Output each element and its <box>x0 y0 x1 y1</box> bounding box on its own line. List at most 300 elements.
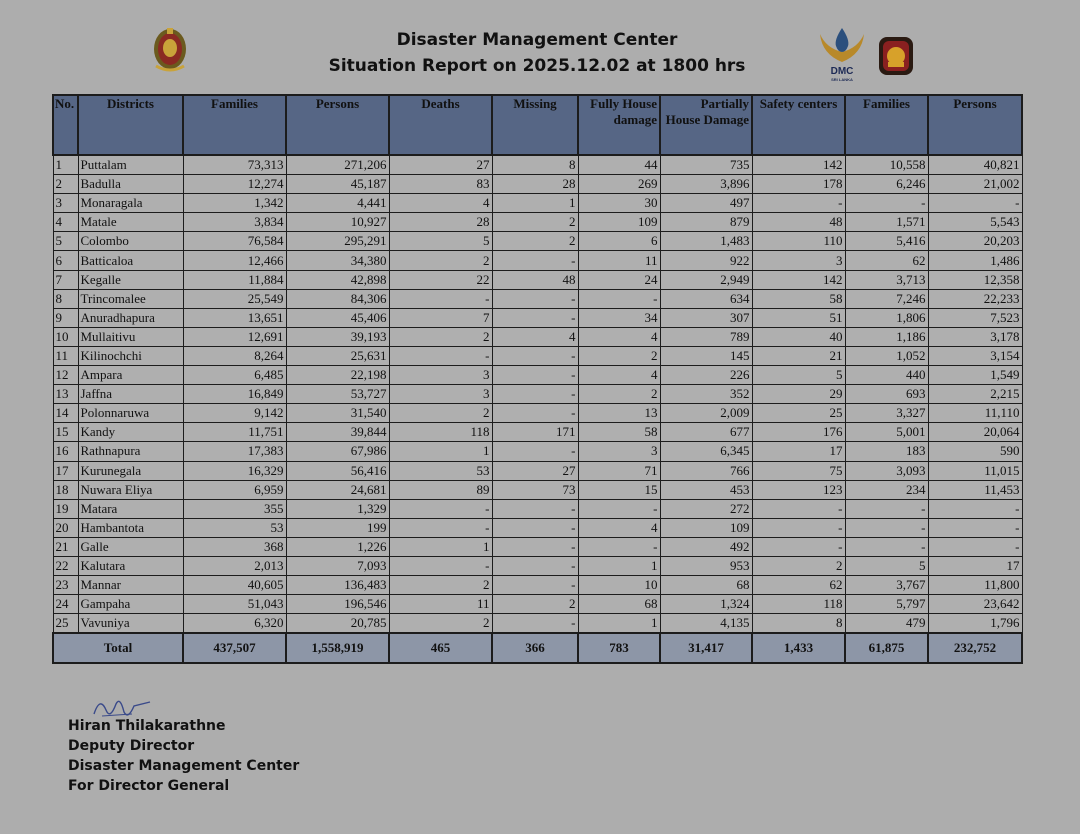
row-persons: 53,727 <box>286 385 389 404</box>
row-deaths: - <box>389 346 492 365</box>
row-district: Ampara <box>78 366 183 385</box>
row-safety-centers: - <box>752 194 845 213</box>
row-deaths: 27 <box>389 155 492 175</box>
row-families: 6,959 <box>183 480 286 499</box>
row-families: 6,320 <box>183 614 286 634</box>
row-centre-families: 5 <box>845 556 928 575</box>
situation-report-table <box>52 94 1023 664</box>
row-partially-house-damage: 226 <box>660 366 752 385</box>
row-centre-persons: 590 <box>928 442 1022 461</box>
col-header-safety-centers: Safety centers <box>752 95 845 155</box>
row-safety-centers: - <box>752 499 845 518</box>
row-families: 2,013 <box>183 556 286 575</box>
row-families: 16,849 <box>183 385 286 404</box>
row-partially-house-damage: 109 <box>660 518 752 537</box>
row-missing: 73 <box>492 480 578 499</box>
row-centre-persons: - <box>928 194 1022 213</box>
row-missing: 2 <box>492 595 578 614</box>
row-safety-centers: 51 <box>752 308 845 327</box>
row-no: 2 <box>53 175 78 194</box>
row-persons: 84,306 <box>286 289 389 308</box>
row-fully-house-damage: 10 <box>578 576 660 595</box>
table-row <box>53 327 1022 346</box>
total-deaths: 465 <box>389 633 492 663</box>
row-fully-house-damage: 6 <box>578 232 660 251</box>
row-deaths: 2 <box>389 404 492 423</box>
row-deaths: 3 <box>389 366 492 385</box>
row-safety-centers: 5 <box>752 366 845 385</box>
row-centre-persons: 5,543 <box>928 213 1022 232</box>
row-deaths: 28 <box>389 213 492 232</box>
row-deaths: - <box>389 499 492 518</box>
row-no: 18 <box>53 480 78 499</box>
col-header-fully-house-damage: Fully House damage <box>578 95 660 155</box>
row-partially-house-damage: 789 <box>660 327 752 346</box>
row-missing: - <box>492 308 578 327</box>
row-missing: - <box>492 614 578 634</box>
report-subtitle: Situation Report on 2025.12.02 at 1800 hrs <box>328 56 746 76</box>
row-missing: - <box>492 385 578 404</box>
row-deaths: 1 <box>389 537 492 556</box>
row-safety-centers: 40 <box>752 327 845 346</box>
total-centre-families: 61,875 <box>845 633 928 663</box>
row-missing: 2 <box>492 213 578 232</box>
row-partially-house-damage: 497 <box>660 194 752 213</box>
table-row <box>53 518 1022 537</box>
row-families: 53 <box>183 518 286 537</box>
row-persons: 1,226 <box>286 537 389 556</box>
row-fully-house-damage: 4 <box>578 366 660 385</box>
row-no: 24 <box>53 595 78 614</box>
row-partially-house-damage: 634 <box>660 289 752 308</box>
row-missing: 8 <box>492 155 578 175</box>
row-persons: 34,380 <box>286 251 389 270</box>
row-no: 19 <box>53 499 78 518</box>
row-centre-persons: 21,002 <box>928 175 1022 194</box>
row-deaths: 2 <box>389 251 492 270</box>
row-no: 14 <box>53 404 78 423</box>
col-header-districts: Districts <box>78 95 183 155</box>
row-deaths: 22 <box>389 270 492 289</box>
row-centre-persons: 3,178 <box>928 327 1022 346</box>
total-safety-centers: 1,433 <box>752 633 845 663</box>
row-centre-persons: 40,821 <box>928 155 1022 175</box>
row-district: Nuwara Eliya <box>78 480 183 499</box>
row-centre-persons: - <box>928 499 1022 518</box>
row-persons: 45,406 <box>286 308 389 327</box>
total-partially-house-damage: 31,417 <box>660 633 752 663</box>
row-persons: 10,927 <box>286 213 389 232</box>
row-centre-families: - <box>845 194 928 213</box>
row-no: 15 <box>53 423 78 442</box>
row-missing: - <box>492 251 578 270</box>
row-families: 73,313 <box>183 155 286 175</box>
row-safety-centers: 178 <box>752 175 845 194</box>
row-persons: 45,187 <box>286 175 389 194</box>
row-no: 12 <box>53 366 78 385</box>
row-families: 51,043 <box>183 595 286 614</box>
row-district: Batticaloa <box>78 251 183 270</box>
row-no: 8 <box>53 289 78 308</box>
row-families: 3,834 <box>183 213 286 232</box>
row-district: Monaragala <box>78 194 183 213</box>
row-persons: 39,193 <box>286 327 389 346</box>
table-row <box>53 366 1022 385</box>
row-centre-persons: 17 <box>928 556 1022 575</box>
row-centre-families: 62 <box>845 251 928 270</box>
row-persons: 67,986 <box>286 442 389 461</box>
total-centre-persons: 232,752 <box>928 633 1022 663</box>
col-header-missing: Missing <box>492 95 578 155</box>
row-partially-house-damage: 68 <box>660 576 752 595</box>
row-deaths: 11 <box>389 595 492 614</box>
row-no: 21 <box>53 537 78 556</box>
col-header-persons: Persons <box>286 95 389 155</box>
row-fully-house-damage: 1 <box>578 556 660 575</box>
row-missing: - <box>492 366 578 385</box>
row-partially-house-damage: 492 <box>660 537 752 556</box>
row-centre-persons: 20,203 <box>928 232 1022 251</box>
report-title-block <box>300 28 774 80</box>
row-district: Badulla <box>78 175 183 194</box>
row-deaths: - <box>389 518 492 537</box>
total-families: 437,507 <box>183 633 286 663</box>
row-fully-house-damage: 4 <box>578 327 660 346</box>
col-header-no: No. <box>53 95 78 155</box>
sri-lanka-emblem-icon <box>150 24 190 72</box>
row-persons: 39,844 <box>286 423 389 442</box>
row-missing: - <box>492 346 578 365</box>
col-header-partially-house-damage: Partially House Damage <box>660 95 752 155</box>
signatory-name: Hiran Thilakarathne <box>68 718 226 734</box>
row-centre-families: - <box>845 537 928 556</box>
row-partially-house-damage: 453 <box>660 480 752 499</box>
row-persons: 24,681 <box>286 480 389 499</box>
row-fully-house-damage: 24 <box>578 270 660 289</box>
row-centre-families: - <box>845 499 928 518</box>
row-centre-persons: 11,110 <box>928 404 1022 423</box>
row-deaths: 2 <box>389 327 492 346</box>
row-partially-house-damage: 677 <box>660 423 752 442</box>
total-label: Total <box>53 633 183 663</box>
row-centre-families: 5,001 <box>845 423 928 442</box>
row-deaths: 1 <box>389 442 492 461</box>
row-fully-house-damage: 15 <box>578 480 660 499</box>
row-deaths: - <box>389 556 492 575</box>
row-persons: 42,898 <box>286 270 389 289</box>
table-row <box>53 480 1022 499</box>
dmc-logo-text: DMC <box>830 66 854 77</box>
row-centre-persons: 7,523 <box>928 308 1022 327</box>
row-centre-families: 440 <box>845 366 928 385</box>
table-row <box>53 346 1022 365</box>
row-fully-house-damage: - <box>578 289 660 308</box>
row-safety-centers: 62 <box>752 576 845 595</box>
row-centre-families: - <box>845 518 928 537</box>
row-district: Mannar <box>78 576 183 595</box>
row-centre-persons: 3,154 <box>928 346 1022 365</box>
row-centre-families: 3,767 <box>845 576 928 595</box>
row-deaths: 7 <box>389 308 492 327</box>
row-centre-families: 5,797 <box>845 595 928 614</box>
row-missing: - <box>492 576 578 595</box>
row-no: 9 <box>53 308 78 327</box>
row-deaths: 3 <box>389 385 492 404</box>
table-row <box>53 155 1022 175</box>
row-centre-families: 234 <box>845 480 928 499</box>
row-centre-persons: - <box>928 518 1022 537</box>
table-row <box>53 537 1022 556</box>
table-row <box>53 423 1022 442</box>
row-district: Kurunegala <box>78 461 183 480</box>
row-safety-centers: 123 <box>752 480 845 499</box>
table-row <box>53 289 1022 308</box>
row-safety-centers: 21 <box>752 346 845 365</box>
row-deaths: 83 <box>389 175 492 194</box>
table-row <box>53 614 1022 634</box>
row-centre-persons: 22,233 <box>928 289 1022 308</box>
row-no: 10 <box>53 327 78 346</box>
row-families: 12,691 <box>183 327 286 346</box>
dmc-logo <box>814 24 870 82</box>
row-safety-centers: 58 <box>752 289 845 308</box>
row-centre-persons: 23,642 <box>928 595 1022 614</box>
row-partially-house-damage: 1,483 <box>660 232 752 251</box>
row-district: Anuradhapura <box>78 308 183 327</box>
row-centre-persons: 1,486 <box>928 251 1022 270</box>
row-no: 23 <box>53 576 78 595</box>
row-safety-centers: 142 <box>752 270 845 289</box>
row-centre-families: 479 <box>845 614 928 634</box>
row-fully-house-damage: 11 <box>578 251 660 270</box>
row-district: Hambantota <box>78 518 183 537</box>
row-district: Gampaha <box>78 595 183 614</box>
row-families: 16,329 <box>183 461 286 480</box>
row-deaths: 2 <box>389 614 492 634</box>
row-no: 20 <box>53 518 78 537</box>
row-fully-house-damage: 2 <box>578 385 660 404</box>
row-partially-house-damage: 272 <box>660 499 752 518</box>
row-deaths: 5 <box>389 232 492 251</box>
row-missing: - <box>492 518 578 537</box>
table-row <box>53 499 1022 518</box>
row-centre-families: 10,558 <box>845 155 928 175</box>
row-centre-persons: 11,453 <box>928 480 1022 499</box>
row-persons: 1,329 <box>286 499 389 518</box>
signatory-on-behalf: For Director General <box>68 778 230 794</box>
row-no: 25 <box>53 614 78 634</box>
row-partially-house-damage: 352 <box>660 385 752 404</box>
row-partially-house-damage: 2,949 <box>660 270 752 289</box>
row-missing: - <box>492 556 578 575</box>
row-centre-persons: 1,796 <box>928 614 1022 634</box>
row-fully-house-damage: 30 <box>578 194 660 213</box>
table-row <box>53 442 1022 461</box>
row-centre-persons: 2,215 <box>928 385 1022 404</box>
table-row <box>53 232 1022 251</box>
row-fully-house-damage: 58 <box>578 423 660 442</box>
row-families: 6,485 <box>183 366 286 385</box>
row-no: 1 <box>53 155 78 175</box>
row-partially-house-damage: 307 <box>660 308 752 327</box>
row-missing: 1 <box>492 194 578 213</box>
col-header-families: Families <box>183 95 286 155</box>
row-fully-house-damage: 269 <box>578 175 660 194</box>
row-no: 11 <box>53 346 78 365</box>
row-district: Matale <box>78 213 183 232</box>
row-deaths: 89 <box>389 480 492 499</box>
row-safety-centers: - <box>752 537 845 556</box>
row-district: Kalutara <box>78 556 183 575</box>
row-persons: 20,785 <box>286 614 389 634</box>
row-partially-house-damage: 735 <box>660 155 752 175</box>
table-row <box>53 576 1022 595</box>
row-families: 12,466 <box>183 251 286 270</box>
table-header-row <box>53 95 1022 155</box>
row-centre-persons: 12,358 <box>928 270 1022 289</box>
row-centre-families: 693 <box>845 385 928 404</box>
row-fully-house-damage: 3 <box>578 442 660 461</box>
table-row <box>53 556 1022 575</box>
row-centre-persons: 20,064 <box>928 423 1022 442</box>
table-row <box>53 308 1022 327</box>
row-centre-persons: 11,015 <box>928 461 1022 480</box>
signatory-position: Deputy Director <box>68 738 195 754</box>
col-header-centre-persons: Persons <box>928 95 1022 155</box>
row-no: 17 <box>53 461 78 480</box>
row-persons: 7,093 <box>286 556 389 575</box>
row-persons: 56,416 <box>286 461 389 480</box>
row-district: Kilinochchi <box>78 346 183 365</box>
row-missing: - <box>492 499 578 518</box>
row-missing: 4 <box>492 327 578 346</box>
row-families: 1,342 <box>183 194 286 213</box>
row-persons: 199 <box>286 518 389 537</box>
row-families: 368 <box>183 537 286 556</box>
row-district: Vavuniya <box>78 614 183 634</box>
row-no: 7 <box>53 270 78 289</box>
row-families: 8,264 <box>183 346 286 365</box>
row-safety-centers: 118 <box>752 595 845 614</box>
row-centre-families: 183 <box>845 442 928 461</box>
row-centre-families: 3,327 <box>845 404 928 423</box>
row-district: Mullaitivu <box>78 327 183 346</box>
row-district: Rathnapura <box>78 442 183 461</box>
row-district: Polonnaruwa <box>78 404 183 423</box>
row-no: 13 <box>53 385 78 404</box>
row-fully-house-damage: 2 <box>578 346 660 365</box>
row-safety-centers: 110 <box>752 232 845 251</box>
row-partially-house-damage: 953 <box>660 556 752 575</box>
signatory-organization: Disaster Management Center <box>68 758 300 774</box>
row-deaths: 4 <box>389 194 492 213</box>
row-partially-house-damage: 145 <box>660 346 752 365</box>
row-fully-house-damage: 34 <box>578 308 660 327</box>
table-row <box>53 385 1022 404</box>
row-centre-families: 7,246 <box>845 289 928 308</box>
dmc-hands-icon <box>814 24 870 66</box>
row-families: 11,751 <box>183 423 286 442</box>
row-safety-centers: 48 <box>752 213 845 232</box>
row-district: Kegalle <box>78 270 183 289</box>
row-safety-centers: 25 <box>752 404 845 423</box>
row-district: Kandy <box>78 423 183 442</box>
table-row <box>53 595 1022 614</box>
row-missing: 48 <box>492 270 578 289</box>
row-fully-house-damage: 13 <box>578 404 660 423</box>
row-fully-house-damage: 1 <box>578 614 660 634</box>
row-centre-families: 6,246 <box>845 175 928 194</box>
row-families: 17,383 <box>183 442 286 461</box>
row-safety-centers: - <box>752 518 845 537</box>
row-district: Matara <box>78 499 183 518</box>
row-no: 16 <box>53 442 78 461</box>
table-row <box>53 251 1022 270</box>
total-row <box>53 633 1022 663</box>
report-title: Disaster Management Center <box>396 30 678 50</box>
row-missing: - <box>492 404 578 423</box>
row-families: 12,274 <box>183 175 286 194</box>
row-missing: - <box>492 442 578 461</box>
total-fully-house-damage: 783 <box>578 633 660 663</box>
row-persons: 136,483 <box>286 576 389 595</box>
total-missing: 366 <box>492 633 578 663</box>
table-row <box>53 270 1022 289</box>
row-families: 76,584 <box>183 232 286 251</box>
row-persons: 295,291 <box>286 232 389 251</box>
row-centre-families: 3,093 <box>845 461 928 480</box>
row-centre-persons: 1,549 <box>928 366 1022 385</box>
row-fully-house-damage: - <box>578 537 660 556</box>
row-district: Galle <box>78 537 183 556</box>
row-families: 25,549 <box>183 289 286 308</box>
row-families: 13,651 <box>183 308 286 327</box>
row-partially-house-damage: 6,345 <box>660 442 752 461</box>
row-fully-house-damage: 4 <box>578 518 660 537</box>
row-fully-house-damage: 71 <box>578 461 660 480</box>
row-safety-centers: 142 <box>752 155 845 175</box>
row-safety-centers: 176 <box>752 423 845 442</box>
col-header-deaths: Deaths <box>389 95 492 155</box>
row-centre-families: 1,571 <box>845 213 928 232</box>
row-district: Jaffna <box>78 385 183 404</box>
row-deaths: 53 <box>389 461 492 480</box>
row-centre-families: 1,186 <box>845 327 928 346</box>
row-missing: 2 <box>492 232 578 251</box>
row-centre-families: 1,806 <box>845 308 928 327</box>
row-district: Trincomalee <box>78 289 183 308</box>
row-safety-centers: 2 <box>752 556 845 575</box>
row-families: 40,605 <box>183 576 286 595</box>
row-no: 4 <box>53 213 78 232</box>
row-centre-families: 3,713 <box>845 270 928 289</box>
row-persons: 25,631 <box>286 346 389 365</box>
row-fully-house-damage: 68 <box>578 595 660 614</box>
dmc-logo-subtext: SRI LANKA <box>831 77 853 82</box>
total-persons: 1,558,919 <box>286 633 389 663</box>
row-safety-centers: 3 <box>752 251 845 270</box>
row-partially-house-damage: 922 <box>660 251 752 270</box>
signatory-block <box>68 716 299 796</box>
row-families: 355 <box>183 499 286 518</box>
row-missing: - <box>492 289 578 308</box>
row-centre-families: 5,416 <box>845 232 928 251</box>
table-row <box>53 175 1022 194</box>
row-persons: 22,198 <box>286 366 389 385</box>
row-partially-house-damage: 3,896 <box>660 175 752 194</box>
row-no: 22 <box>53 556 78 575</box>
row-partially-house-damage: 879 <box>660 213 752 232</box>
